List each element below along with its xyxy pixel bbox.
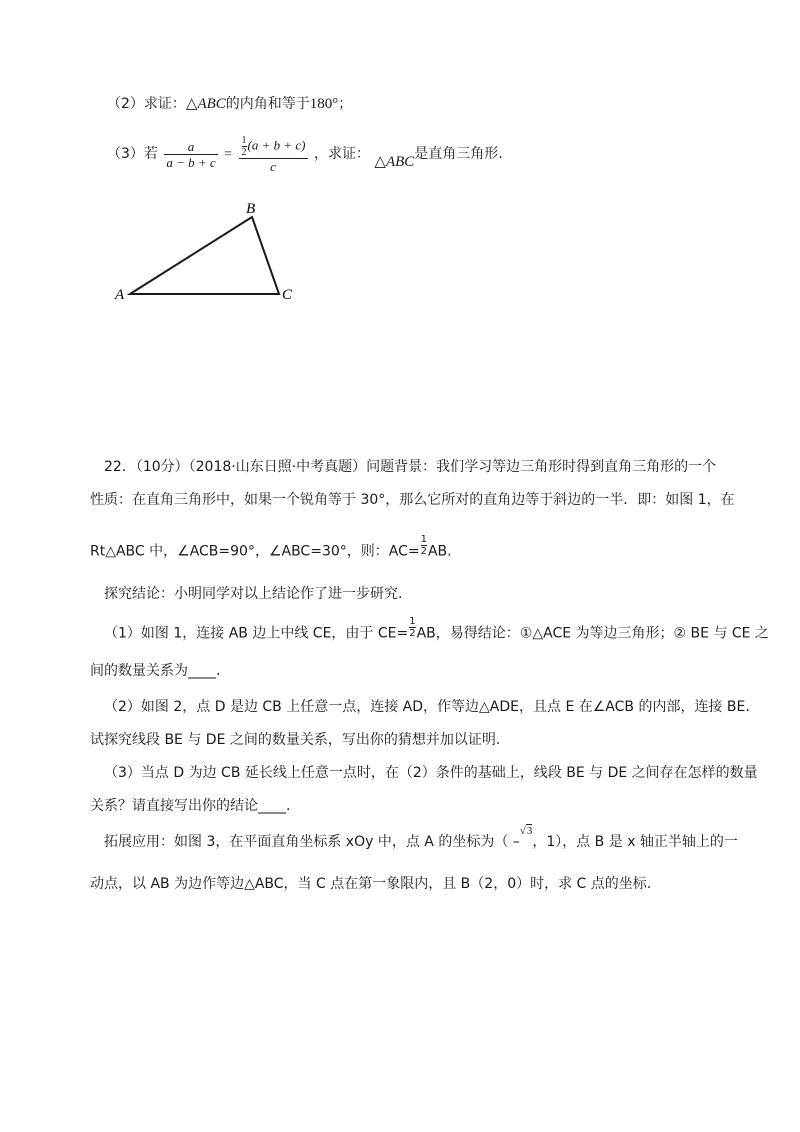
q22-extension-line1 bbox=[104, 825, 738, 853]
q22-line1: 22．（10分）（2018·山东日照·中考真题）问题背景：我们学习等边三角形时得到直角三角形的一个 bbox=[104, 459, 717, 475]
q21-fraction-right-num bbox=[239, 135, 308, 159]
q21-part3-end: 是直角三角形. bbox=[414, 146, 503, 162]
q21-fraction-right-den: c bbox=[270, 158, 276, 174]
q22-sub1-line1 bbox=[104, 616, 769, 645]
triangle-label-a: A bbox=[115, 287, 125, 303]
q22-explore: 探究结论：小明同学对以上结论作了进一步研究. bbox=[104, 586, 403, 602]
q22-sub1-half-den: 2 bbox=[409, 628, 416, 639]
q21-part3-triangle: △ABC bbox=[374, 154, 415, 170]
q22-extension-line2: 动点，以 AB 为边作等边△ABC，当 C 点在第一象限内，且 B（2，0）时，求 C 点的坐标. bbox=[90, 876, 652, 892]
q22-line3-prefix: Rt△ABC 中，∠ACB=90°，∠ABC=30°，则：AC= bbox=[90, 543, 420, 560]
q21-half-den: 2 bbox=[241, 146, 247, 158]
q21-paren-sum: (a + b + c) bbox=[247, 136, 306, 152]
q22-ext-prefix: 拓展应用：如图 3，在平面直角坐标系 xOy 中，点 A 的坐标为（ – bbox=[104, 834, 520, 850]
q22-line3-half-den: 2 bbox=[420, 546, 427, 557]
q21-fraction-left-den: a − b + c bbox=[166, 154, 216, 170]
q21-fraction-left-num: a bbox=[164, 139, 217, 155]
q21-fraction-right bbox=[239, 135, 308, 174]
q22-line3-half bbox=[421, 534, 427, 557]
q22-line3-suffix: AB. bbox=[427, 543, 452, 560]
q22-line3 bbox=[90, 534, 452, 563]
q21-part3 bbox=[107, 130, 503, 179]
q21-part2-prefix: （2）求证： bbox=[107, 96, 186, 112]
triangle-abc-shape bbox=[130, 217, 279, 294]
q21-part3-prefix: （3）若 bbox=[107, 146, 158, 162]
q22-line2: 性质：在直角三角形中，如果一个锐角等于 30°，那么它所对的直角边等于斜边的一半．即：如图 1，在 bbox=[90, 492, 735, 508]
q22-sub1-suffix: AB，易得结论：①△ACE 为等边三角形；② BE 与 CE 之 bbox=[416, 625, 769, 642]
sqrt-sign-icon: √ bbox=[519, 825, 526, 837]
q22-line3-half-num: 1 bbox=[420, 534, 427, 545]
q22-sub1-prefix: （1）如图 1，连接 AB 边上中线 CE，由于 CE= bbox=[104, 625, 409, 642]
q22-sub1-half bbox=[409, 616, 415, 639]
q21-part3-mid: ，求证： bbox=[313, 146, 370, 162]
q21-part2 bbox=[107, 94, 352, 114]
q22-sub3-line1: （3）当点 D 为边 CB 延长线上任意一点时，在（2）条件的基础上，线段 BE 与 DE 之间存在怎样的数量 bbox=[104, 765, 758, 781]
q21-part2-triangle: △ABC bbox=[185, 96, 226, 112]
sqrt-radicand: 3 bbox=[526, 825, 533, 837]
triangle-label-c: C bbox=[282, 287, 293, 303]
q21-equals: = bbox=[224, 147, 233, 162]
q21-part2-end: ； bbox=[338, 96, 353, 112]
sqrt-three bbox=[520, 821, 533, 841]
q21-part2-degree: 180° bbox=[309, 96, 339, 112]
q22-sub1-line2: 间的数量关系为____. bbox=[90, 663, 221, 679]
q21-half-num: 1 bbox=[241, 134, 247, 146]
triangle-abc-figure bbox=[110, 195, 310, 310]
q22-sub1-half-num: 1 bbox=[409, 616, 416, 627]
q22-sub2-line2: 试探究线段 BE 与 DE 之间的数量关系，写出你的猜想并加以证明. bbox=[90, 732, 501, 748]
q21-part2-mid: 的内角和等于 bbox=[225, 96, 310, 112]
triangle-label-b: B bbox=[246, 201, 256, 217]
q21-half bbox=[242, 135, 247, 158]
q22-sub2-line1: （2）如图 2，点 D 是边 CB 上任意一点，连接 AD，作等边△ADE，且点 E 在∠ACB 的内部，连接 BE. bbox=[104, 699, 750, 715]
q21-fraction-left bbox=[164, 139, 217, 170]
q22-ext-suffix: ，1），点 B 是 x 轴正半轴上的一 bbox=[532, 834, 738, 850]
q22-sub3-line2: 关系？请直接写出你的结论____. bbox=[90, 798, 291, 814]
